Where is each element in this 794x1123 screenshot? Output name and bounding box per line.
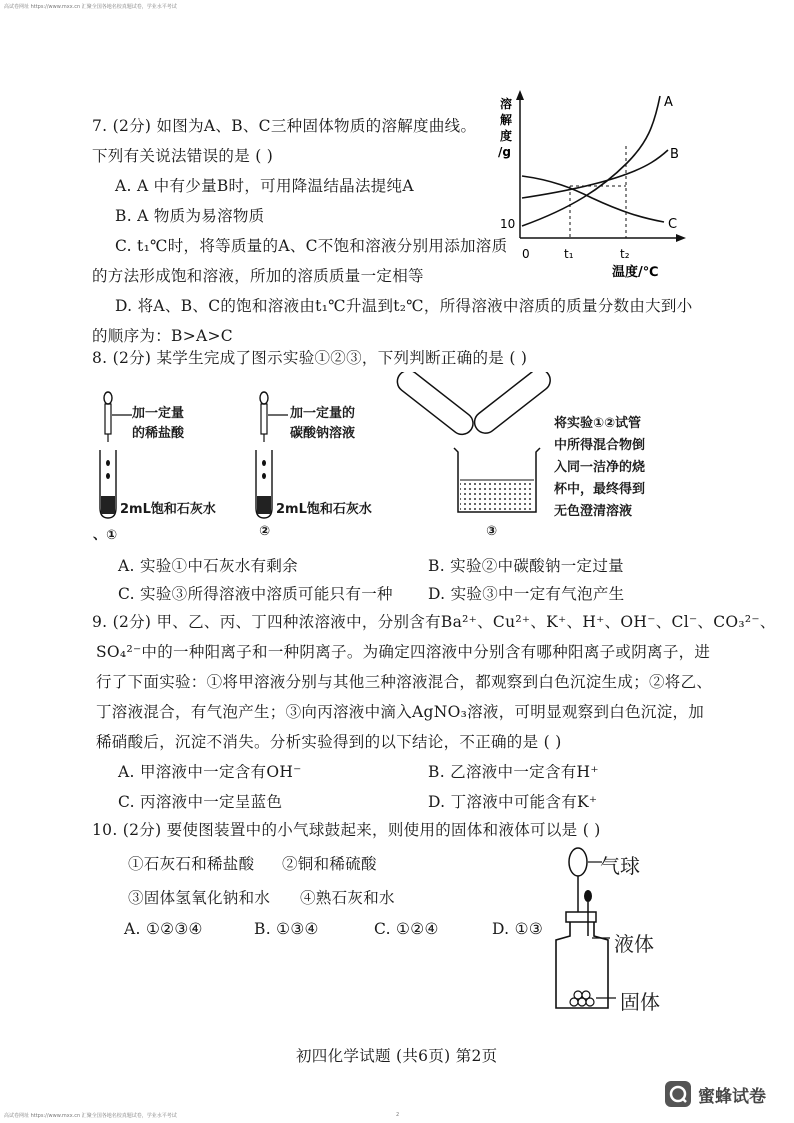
curve-b-label: B: [670, 147, 679, 162]
q9-line4: 丁溶液混合，有气泡产生；③向丙溶液中滴入AgNO₃溶液，可明显观察到白色沉淀，加: [96, 703, 705, 721]
q8-option-a: A. 实验①中石灰水有剩余: [118, 557, 298, 575]
q10-option-b: B. ①③④: [254, 920, 319, 938]
t2-label: t₂: [620, 247, 630, 261]
label-liquid: 液体: [614, 932, 654, 956]
q9-option-b: B. 乙溶液中一定含有H⁺: [428, 763, 599, 781]
q8-stem: 8. (2分) 某学生完成了图示实验①②③，下列判断正确的是 ( ): [92, 349, 528, 367]
top-header-note: 高试卷网址 https://www.mxx.cn 汇聚全国各地名校真题试卷，学业水平考试: [4, 4, 177, 10]
tilted-tube-left: [393, 372, 477, 439]
bottom-header-note: 高试卷网址 https://www.mxx.cn 汇聚全国各地名校真题试卷，学业水平考试: [4, 1113, 177, 1119]
q9-line5: 稀硝酸后，沉淀不消失。分析实验得到的以下结论，不正确的是 ( ): [96, 733, 562, 751]
dropper-bulb: [104, 392, 112, 404]
q7-option-c-line1: C. t₁℃时，将等质量的A、C不饱和溶液分别用添加溶质: [115, 237, 508, 255]
q9-line3: 行了下面实验：①将甲溶液分别与其他三种溶液混合，都观察到白色沉淀生成；②将乙、: [96, 673, 713, 691]
q10-option-d: D. ①③: [492, 920, 544, 938]
q9-option-c: C. 丙溶液中一定呈蓝色: [118, 793, 283, 811]
x-axis-label: 温度/℃: [612, 265, 659, 280]
y-tick-10: 10: [500, 217, 516, 231]
exp3-note-line1: 将实验①②试管: [554, 416, 642, 431]
curve-a-label: A: [664, 95, 673, 110]
exp1-add-label-2: 的稀盐酸: [132, 426, 185, 441]
exp2-number: ②: [259, 524, 271, 539]
exp1-tube-label: 2mL饱和石灰水: [120, 502, 216, 517]
q9-option-a: A. 甲溶液中一定含有OH⁻: [118, 763, 302, 781]
y-label-char: 溶: [500, 97, 513, 111]
curve-c: [522, 176, 664, 222]
watermark-logo: [664, 1080, 766, 1108]
q10-item-4: ④熟石灰和水: [300, 889, 395, 907]
q7-stem-line1: 7. (2分) 如图为A、B、C三种固体物质的溶解度曲线。: [92, 117, 477, 135]
q8-option-d: D. 实验③中一定有气泡产生: [428, 585, 625, 603]
page-footer: 初四化学试题 (共6页) 第2页: [296, 1047, 498, 1065]
q7-option-b: B. A 物质为易溶物质: [115, 207, 265, 225]
exp2-add-label-1: 加一定量的: [290, 406, 356, 421]
bee-icon: [664, 1080, 692, 1108]
q8-option-b: B. 实验②中碳酸钠一定过量: [428, 557, 624, 575]
label-solid: 固体: [620, 990, 660, 1014]
q10-option-a: A. ①②③④: [124, 920, 203, 938]
exp2-add-label-2: 碳酸钠溶液: [290, 426, 356, 441]
q9-line2: SO₄²⁻中的一种阳离子和一种阴离子。为确定四溶液中分别含有哪种阳离子或阴离子，进: [96, 643, 711, 661]
q10-stem: 10. (2分) 要使图装置中的小气球鼓起来，则使用的固体和液体可以是 ( ): [92, 821, 601, 839]
q7-option-c-line2: 的方法形成饱和溶液，所加的溶质质量一定相等: [92, 267, 424, 285]
exp3-note-line2: 中所得混合物倒: [554, 438, 646, 453]
page-small-number: 2: [396, 1112, 400, 1118]
stopper: [566, 912, 596, 922]
y-label-char: /g: [498, 145, 511, 159]
origin-label: 0: [522, 247, 530, 261]
q7-option-d-line1: D. 将A、B、C的饱和溶液由t₁℃升温到t₂℃，所得溶液中溶质的质量分数由大到小: [115, 297, 693, 315]
q9-option-d: D. 丁溶液中可能含有K⁺: [428, 793, 598, 811]
x-axis-arrow: [676, 234, 686, 242]
exp3-note-line5: 无色澄清溶液: [554, 504, 633, 519]
q7-option-a: A. A 中有少量B时，可用降温结晶法提纯A: [115, 177, 414, 195]
tilted-tube-right: [470, 372, 554, 438]
q7-stem-line2: 下列有关说法错误的是 ( ): [92, 147, 274, 165]
q10-item-1: ①石灰石和稀盐酸: [128, 855, 255, 873]
exp2-pointer-line: [268, 410, 290, 420]
q9-line1: 9. (2分) 甲、乙、丙、丁四种浓溶液中，分别含有Ba²⁺、Cu²⁺、K⁺、H⁺、OH⁻、Cl⁻、CO₃²⁻、: [92, 613, 776, 631]
solubility-curve-graph: [492, 88, 692, 288]
curve-a: [522, 96, 660, 226]
q10-item-3: ③固体氢氧化钠和水: [128, 889, 271, 907]
beaker-liquid: [460, 480, 534, 510]
experiment-3-apparatus: [388, 372, 558, 522]
q7-option-d-line2: 的顺序为：B>A>C: [92, 327, 233, 345]
t1-label: t₁: [564, 247, 574, 261]
exp3-number: ③: [486, 524, 498, 539]
balloon: [569, 848, 587, 876]
q8-option-c: C. 实验③所得溶液中溶质可能只有一种: [118, 585, 393, 603]
q10-option-c: C. ①②④: [374, 920, 439, 938]
exp2-tube-label: 2mL饱和石灰水: [276, 502, 372, 517]
curve-c-label: C: [668, 217, 678, 232]
dropper-tube: [105, 404, 111, 434]
exp1-add-label-1: 加一定量: [132, 406, 185, 421]
exp1-pointer-line: [112, 410, 134, 420]
exp1-number: 、①: [93, 528, 118, 543]
q10-item-2: ②铜和稀硫酸: [282, 855, 377, 873]
y-label-char: 度: [500, 129, 513, 143]
exp3-note-line3: 入同一洁净的烧: [554, 460, 646, 475]
label-balloon: 气球: [600, 854, 640, 878]
y-label-char: 解: [500, 113, 513, 127]
y-axis-arrow: [516, 90, 524, 100]
exp3-note-line4: 杯中，最终得到: [554, 482, 646, 497]
watermark-text: 蜜蜂试卷: [698, 1086, 766, 1107]
